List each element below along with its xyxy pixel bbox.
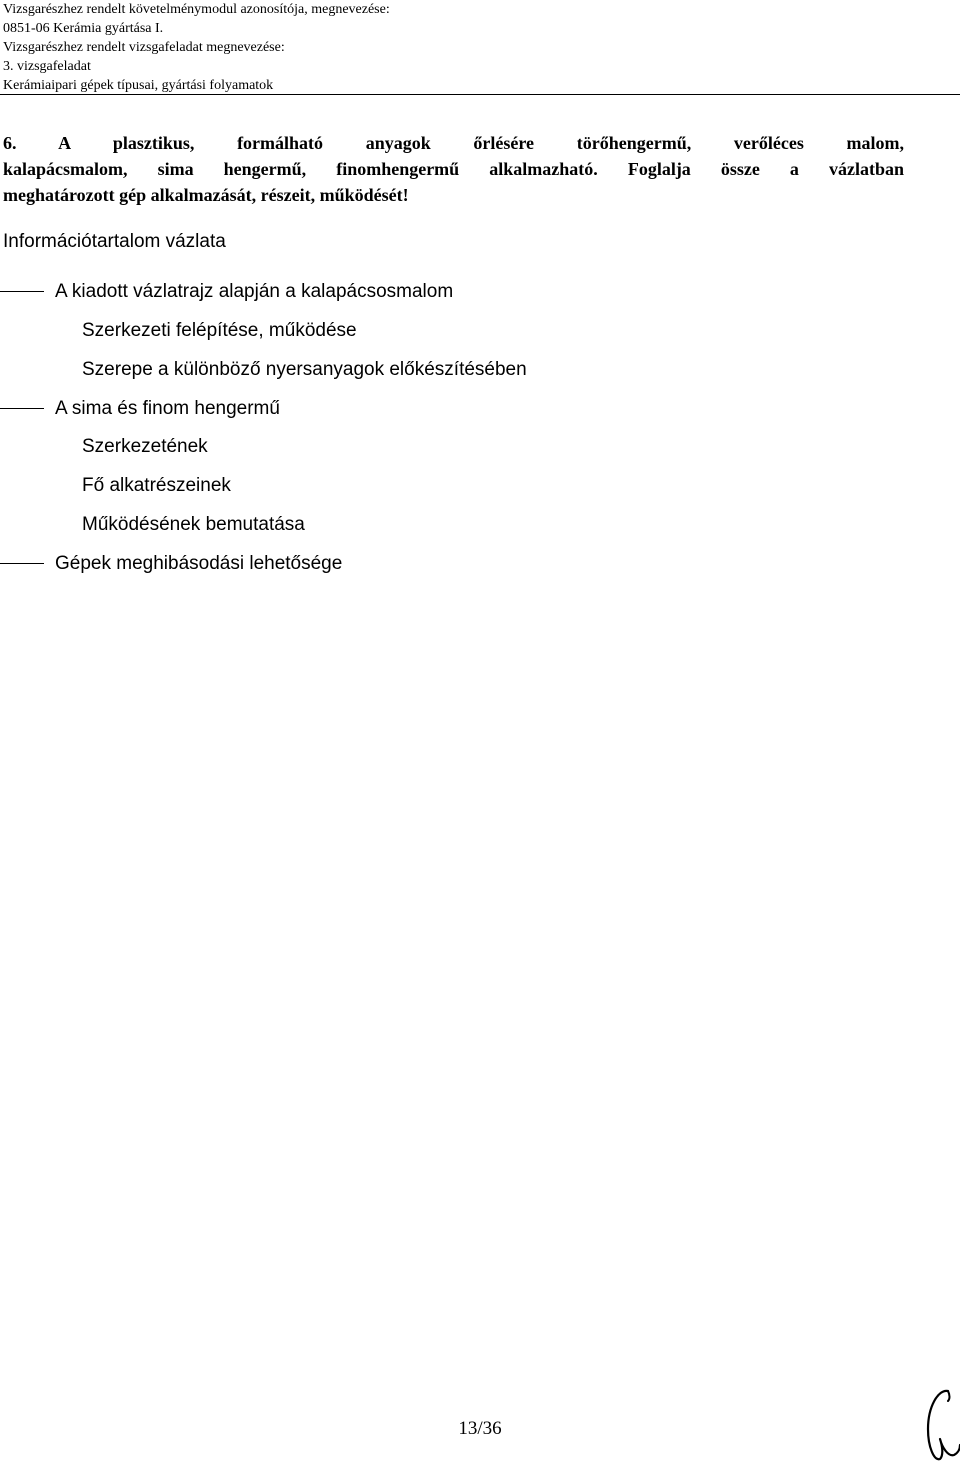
dash-bullet-2 <box>0 408 44 409</box>
outline-subitem-structure-operation: Szerkezeti felépítése, működése <box>82 320 357 341</box>
outline-item-failures: Gépek meghibásodási lehetősége <box>55 553 343 574</box>
outline-subitem-main-parts: Fő alkatrészeinek <box>82 475 231 496</box>
document-header <box>3 0 390 95</box>
header-line-module-value: 0851-06 Kerámia gyártása I. <box>3 21 164 36</box>
outline-item-hammer-mill: A kiadott vázlatrajz alapján a kalapácsosmalom <box>55 281 454 302</box>
task-line-3: meghatározott gép alkalmazását, részeit, működését! <box>3 185 409 205</box>
outline-item-roller-mill: A sima és finom hengermű <box>55 398 280 419</box>
page-number: 13/36 <box>458 1418 502 1439</box>
dash-bullet-1 <box>0 291 44 292</box>
dash-bullet-3 <box>0 563 44 564</box>
header-line-task-label: Vizsgarészhez rendelt vizsgafeladat megnevezése: <box>3 40 285 55</box>
outline-subitem-structure: Szerkezetének <box>82 436 208 457</box>
outline-subitem-operation: Működésének bemutatása <box>82 514 305 535</box>
header-line-module-label: Vizsgarészhez rendelt követelménymodul azonosítója, megnevezése: <box>3 2 390 17</box>
outline-subitem-role: Szerepe a különböző nyersanyagok előkészítésében <box>82 359 527 380</box>
header-line-task-number: 3. vizsgafeladat <box>3 59 91 74</box>
outline-title: Információtartalom vázlata <box>3 231 226 252</box>
task-line-1: 6. A plasztikus, formálható anyagok őrlésére törőhengermű, verőléces malom, <box>3 133 904 153</box>
header-line-task-title: Kerámiaipari gépek típusai, gyártási folyamatok <box>3 78 274 93</box>
task-line-2: kalapácsmalom, sima hengermű, finomhengermű alkalmazható. Foglalja össze a vázlatban <box>3 159 904 179</box>
header-divider <box>0 94 960 95</box>
task-statement <box>3 130 904 208</box>
handwritten-signature <box>920 1385 960 1463</box>
